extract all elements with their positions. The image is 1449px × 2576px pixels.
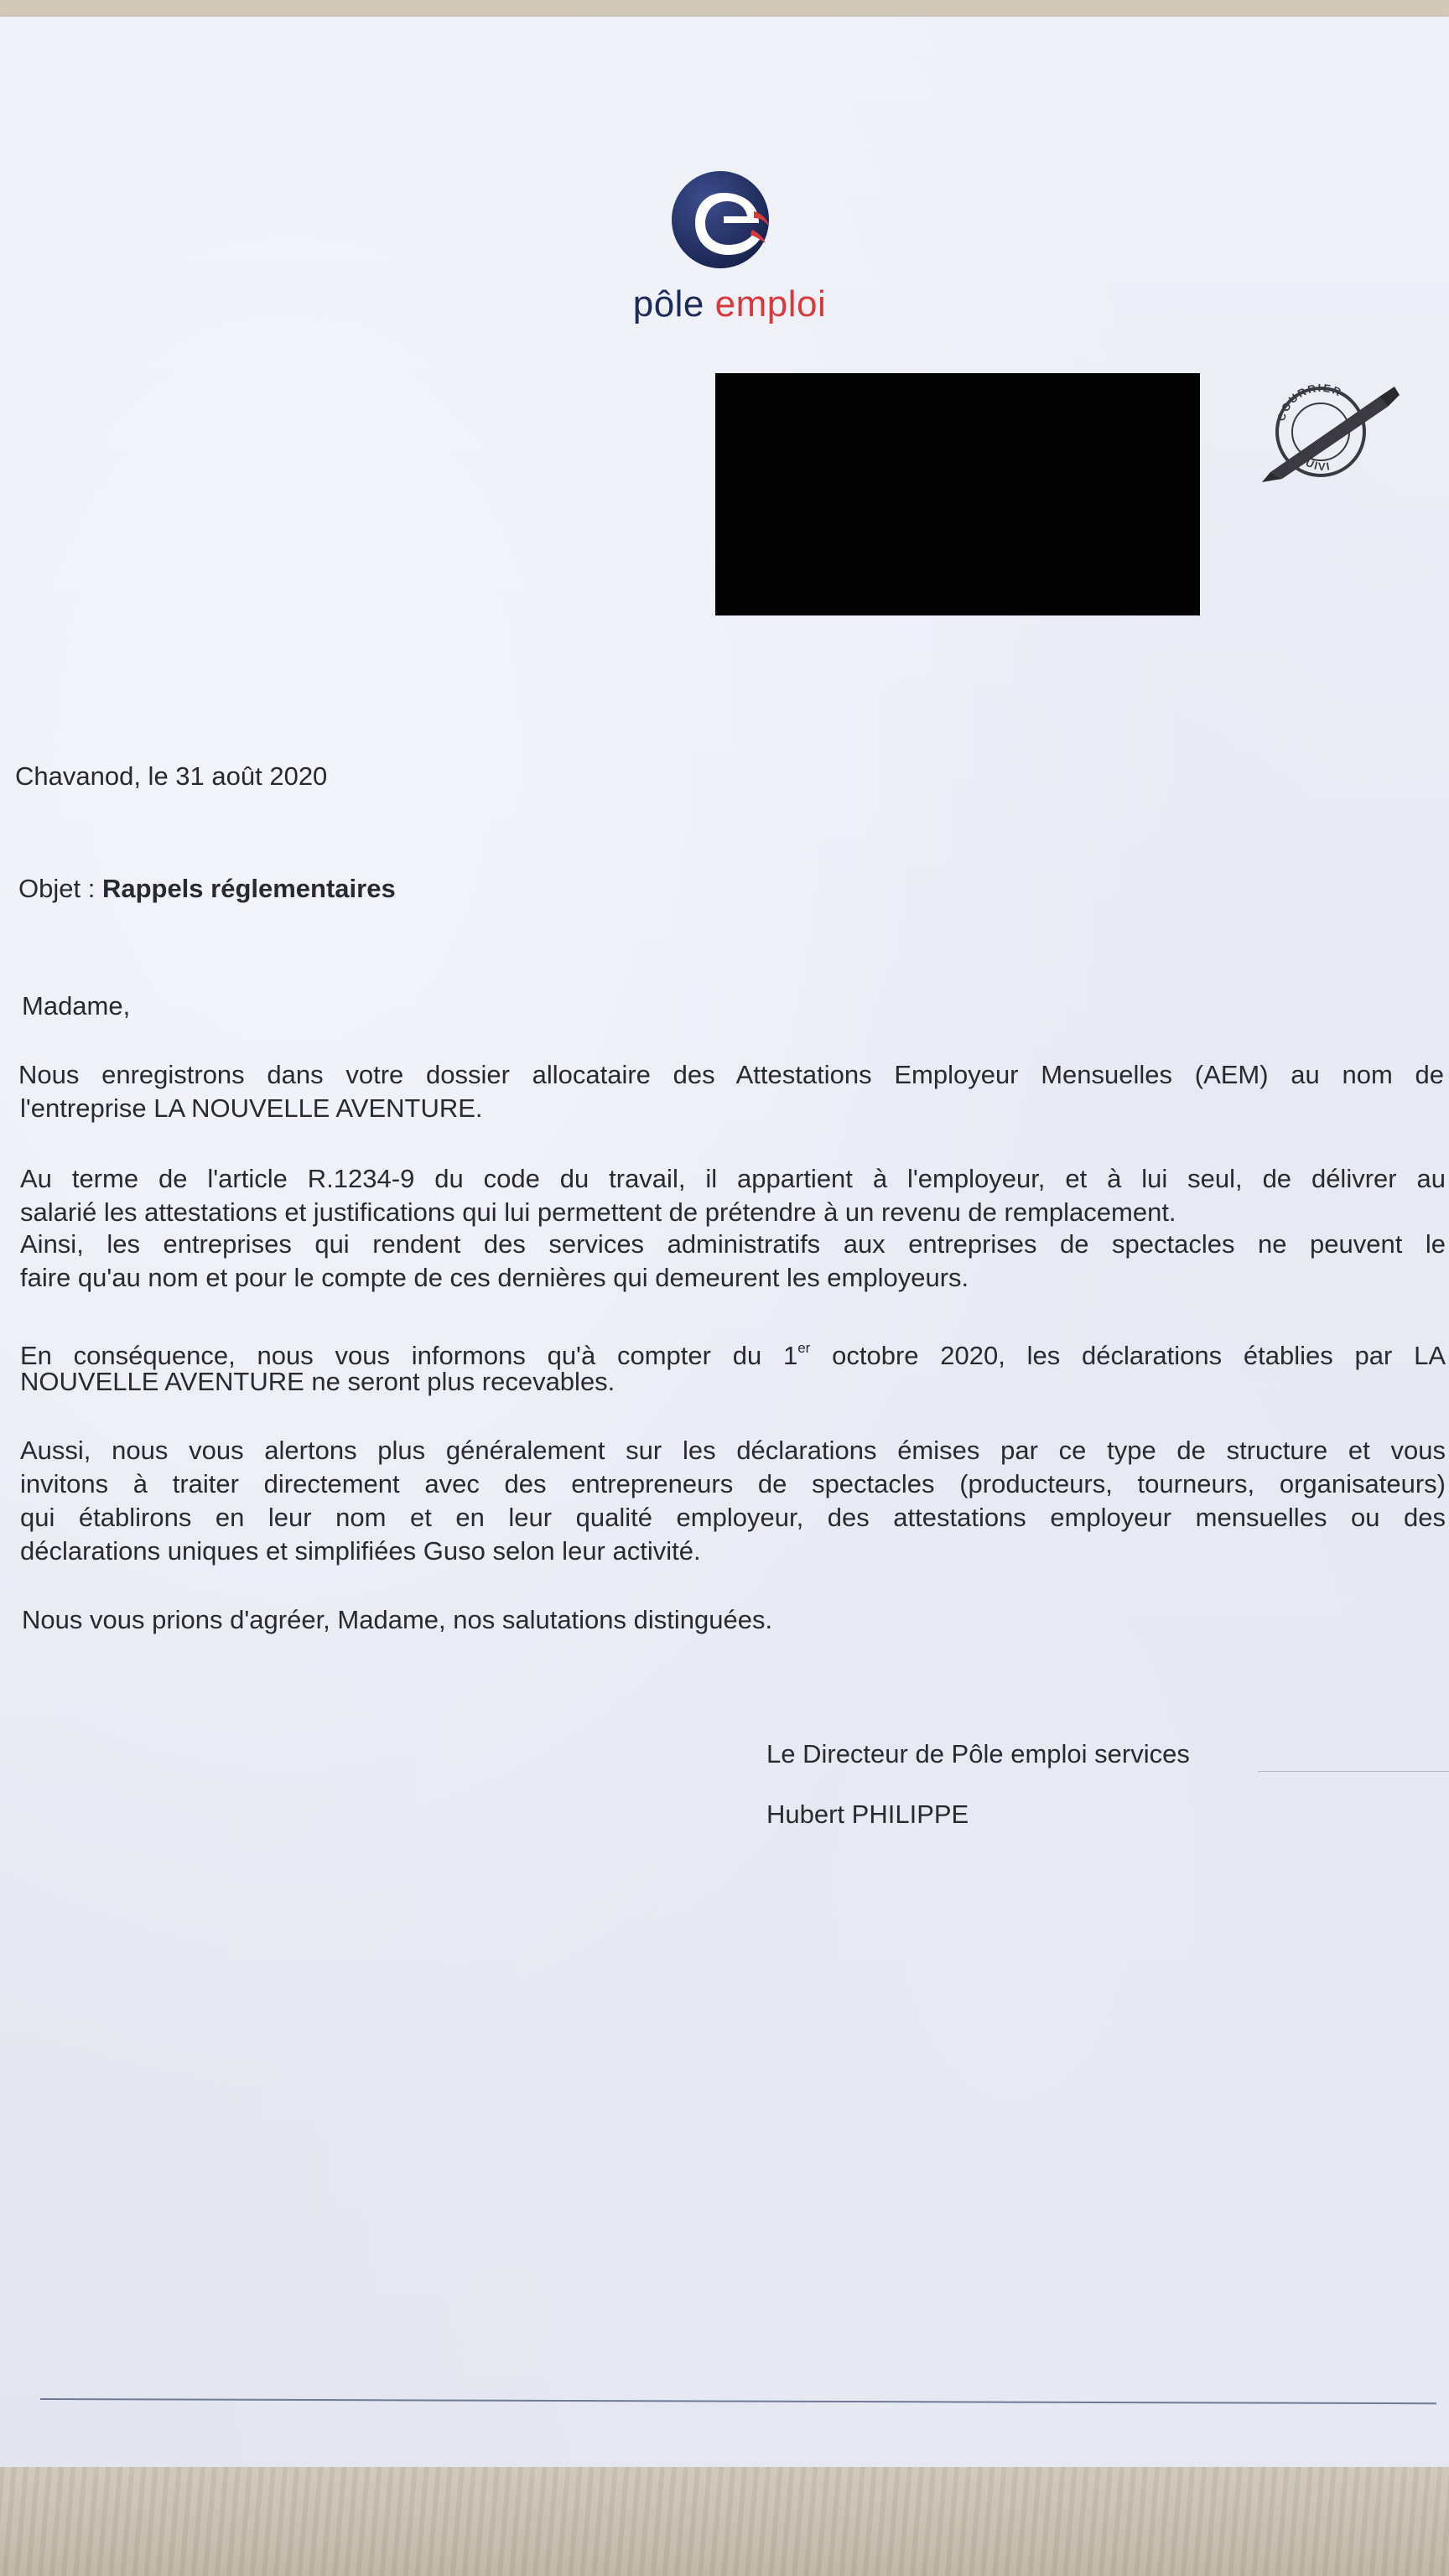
subject-text: Rappels réglementaires	[101, 874, 396, 903]
logo-word-pole: pôle	[632, 283, 704, 325]
signatory-name: Hubert PHILIPPE	[766, 1800, 969, 1829]
pole-emploi-logo-icon	[672, 168, 776, 272]
paragraph-3-text-end: octobre 2020, les déclarations établies par LA	[810, 1341, 1446, 1370]
letter-page	[0, 17, 1449, 2499]
paragraph-4-line-4: déclarations uniques et simplifiées Guso selon leur activité.	[20, 1536, 701, 1566]
courrier-suivi-stamp	[1254, 373, 1405, 491]
stamp-bottom-text: SUIVI	[1296, 451, 1332, 474]
background-surface-bottom	[0, 2467, 1449, 2576]
paragraph-2-line-3: Ainsi, les entreprises qui rendent des services administratifs aux entreprises de spectacles ne peuvent le	[20, 1229, 1446, 1259]
subject-label: Objet :	[18, 874, 102, 903]
paragraph-3-superscript: er	[797, 1340, 811, 1356]
paragraph-2-line-2: salarié les attestations et justifications qui lui permettent de prétendre à un revenu de remplacement.	[20, 1197, 1176, 1227]
paragraph-2-line-4: faire qu'au nom et pour le compte de ces dernières qui demeurent les employeurs.	[20, 1263, 969, 1292]
svg-text:COURRIER	[1275, 382, 1344, 423]
signatory-title: Le Directeur de Pôle emploi services	[766, 1739, 1190, 1768]
closing-formula: Nous vous prions d'agréer, Madame, nos salutations distinguées.	[22, 1605, 773, 1634]
paragraph-2-line-1: Au terme de l'article R.1234-9 du code du travail, il appartient à l'employeur, et à lui seul, de délivrer au	[20, 1164, 1446, 1193]
paragraph-3-text-start: En conséquence, nous vous informons qu'à compter du 1	[20, 1341, 798, 1370]
paragraph-4-line-2: invitons à traiter directement avec des entrepreneurs de spectacles (producteurs, tourneurs, organisateurs)	[20, 1469, 1446, 1498]
footer-rule	[40, 2398, 1436, 2404]
pole-emploi-logo	[616, 159, 843, 352]
logo-word-emploi: emploi	[714, 283, 827, 325]
subject-line	[18, 872, 396, 906]
paragraph-4-line-3: qui établirons en leur nom et en leur qualité employeur, des attestations employeur mensuelles ou des	[20, 1503, 1446, 1532]
pole-emploi-wordmark	[616, 283, 843, 325]
paragraph-4-line-1: Aussi, nous vous alertons plus généralement sur les déclarations émises par ce type de structure et vous	[20, 1436, 1446, 1465]
paragraph-3-line-2: NOUVELLE AVENTURE ne seront plus recevables.	[20, 1367, 615, 1396]
paragraph-1-line-2: l'entreprise LA NOUVELLE AVENTURE.	[20, 1093, 483, 1123]
salutation: Madame,	[22, 991, 131, 1021]
paragraph-1-line-1: Nous enregistrons dans votre dossier allocataire des Attestations Employeur Mensuelles (AEM) au nom de	[18, 1060, 1444, 1089]
stamp-top-text: COURRIER	[1274, 381, 1345, 423]
redacted-address-block	[715, 373, 1200, 615]
place-and-date: Chavanod, le 31 août 2020	[15, 761, 328, 791]
signature-divider	[1258, 1771, 1449, 1772]
